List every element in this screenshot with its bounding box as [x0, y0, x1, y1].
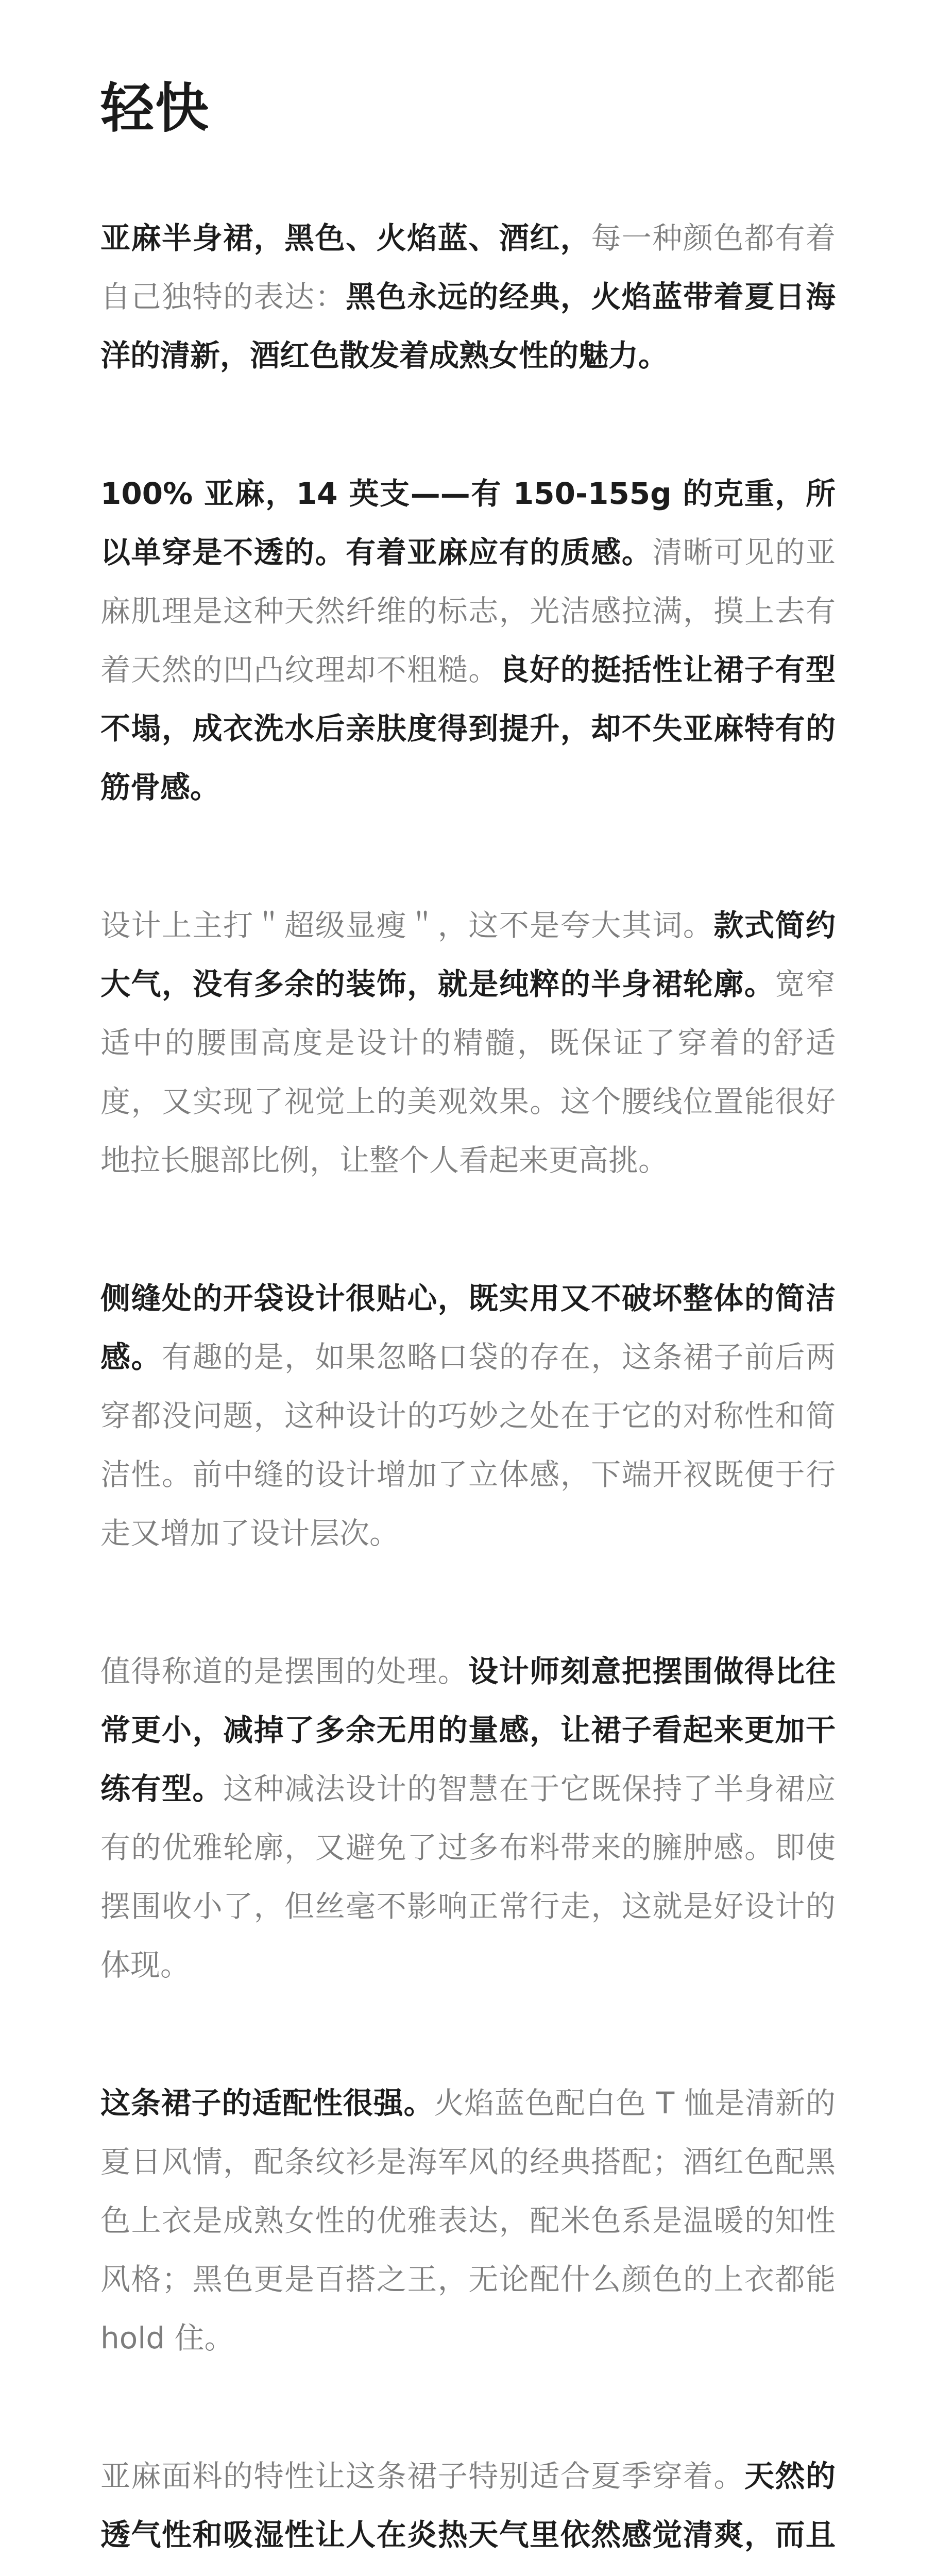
paragraph-5-segment-2: 设计师刻意把摆围做得比往常更小，减掉了多余无用的量感，让裙子看起来更加干练有型。 [100, 1654, 836, 1806]
paragraph-5 [100, 1642, 836, 1994]
paragraph-3 [100, 896, 836, 1190]
paragraph-5-segment-3: 这种减法设计的智慧在于它既保持了半身裙应有的优雅轮廓，又避免了过多布料带来的臃肿感。即使摆围收小了，但丝毫不影响正常行走，这就是好设计的体现。 [100, 1771, 836, 1982]
paragraph-7-segment-1: 亚麻面料的特性让这条裙子特别适合夏季穿着。 [100, 2459, 744, 2494]
paragraph-1 [100, 209, 836, 385]
paragraph-3-segment-3: 宽窄适中的腰围高度是设计的精髓，既保证了穿着的舒适度，又实现了视觉上的美观效果。这个腰线位置能很好地拉长腿部比例，让整个人看起来更高挑。 [100, 967, 836, 1178]
paragraph-3-segment-2: 款式简约大气，没有多余的装饰，就是纯粹的半身裙轮廓。 [100, 908, 836, 1002]
paragraph-4-segment-2: 有趣的是，如果忽略口袋的存在，这条裙子前后两穿都没问题，这种设计的巧妙之处在于它的对称性和简洁性。前中缝的设计增加了立体感，下端开衩既便于行走又增加了设计层次。 [100, 1340, 836, 1551]
paragraph-6 [100, 2074, 836, 2367]
paragraph-1-segment-3: 黑色永远的经典，火焰蓝带着夏日海洋的清新，酒红色散发着成熟女性的魅力。 [100, 279, 836, 373]
article-body [100, 209, 836, 2576]
paragraph-7-segment-2: 天然的透气性和吸湿性让人在炎热天气里依然感觉清爽，而且 [100, 2459, 836, 2552]
paragraph-6-segment-1: 这条裙子的适配性很强。 [100, 2086, 434, 2121]
article-title: 轻快 [100, 77, 210, 140]
paragraph-2-segment-2: 清晰可见的亚麻肌理是这种天然纤维的标志，光洁感拉满，摸上去有着天然的凹凸纹理却不粗糙。 [100, 535, 836, 687]
paragraph-2-segment-3: 良好的挺括性让裙子有型不塌，成衣洗水后亲肤度得到提升，却不失亚麻特有的筋骨感。 [100, 652, 836, 805]
paragraph-4 [100, 1269, 836, 1563]
paragraph-2 [100, 464, 836, 817]
paragraph-5-segment-1: 值得称道的是摆围的处理。 [100, 1654, 469, 1689]
paragraph-4-segment-1: 侧缝处的开袋设计很贴心，既实用又不破坏整体的简洁感。 [100, 1281, 836, 1375]
paragraph-1-segment-1: 亚麻半身裙，黑色、火焰蓝、酒红， [100, 221, 591, 256]
paragraph-6-segment-2: 火焰蓝色配白色 T 恤是清新的夏日风情，配条纹衫是海军风的经典搭配；酒红色配黑色上衣是成熟女性的优雅表达，配米色系是温暖的知性风格；黑色更是百搭之王，无论配什么颜色的上衣都能 hold 住。 [100, 2086, 836, 2355]
paragraph-1-segment-2: 每一种颜色都有着自己独特的表达： [100, 221, 836, 314]
paragraph-3-segment-1: 设计上主打＂超级显瘦＂，这不是夸大其词。 [100, 908, 714, 943]
paragraph-2-segment-1: 100% 亚麻，14 英支——有 150-155g 的克重，所以单穿是不透的。有着亚麻应有的质感。 [100, 476, 836, 570]
paragraph-7 [100, 2447, 836, 2576]
